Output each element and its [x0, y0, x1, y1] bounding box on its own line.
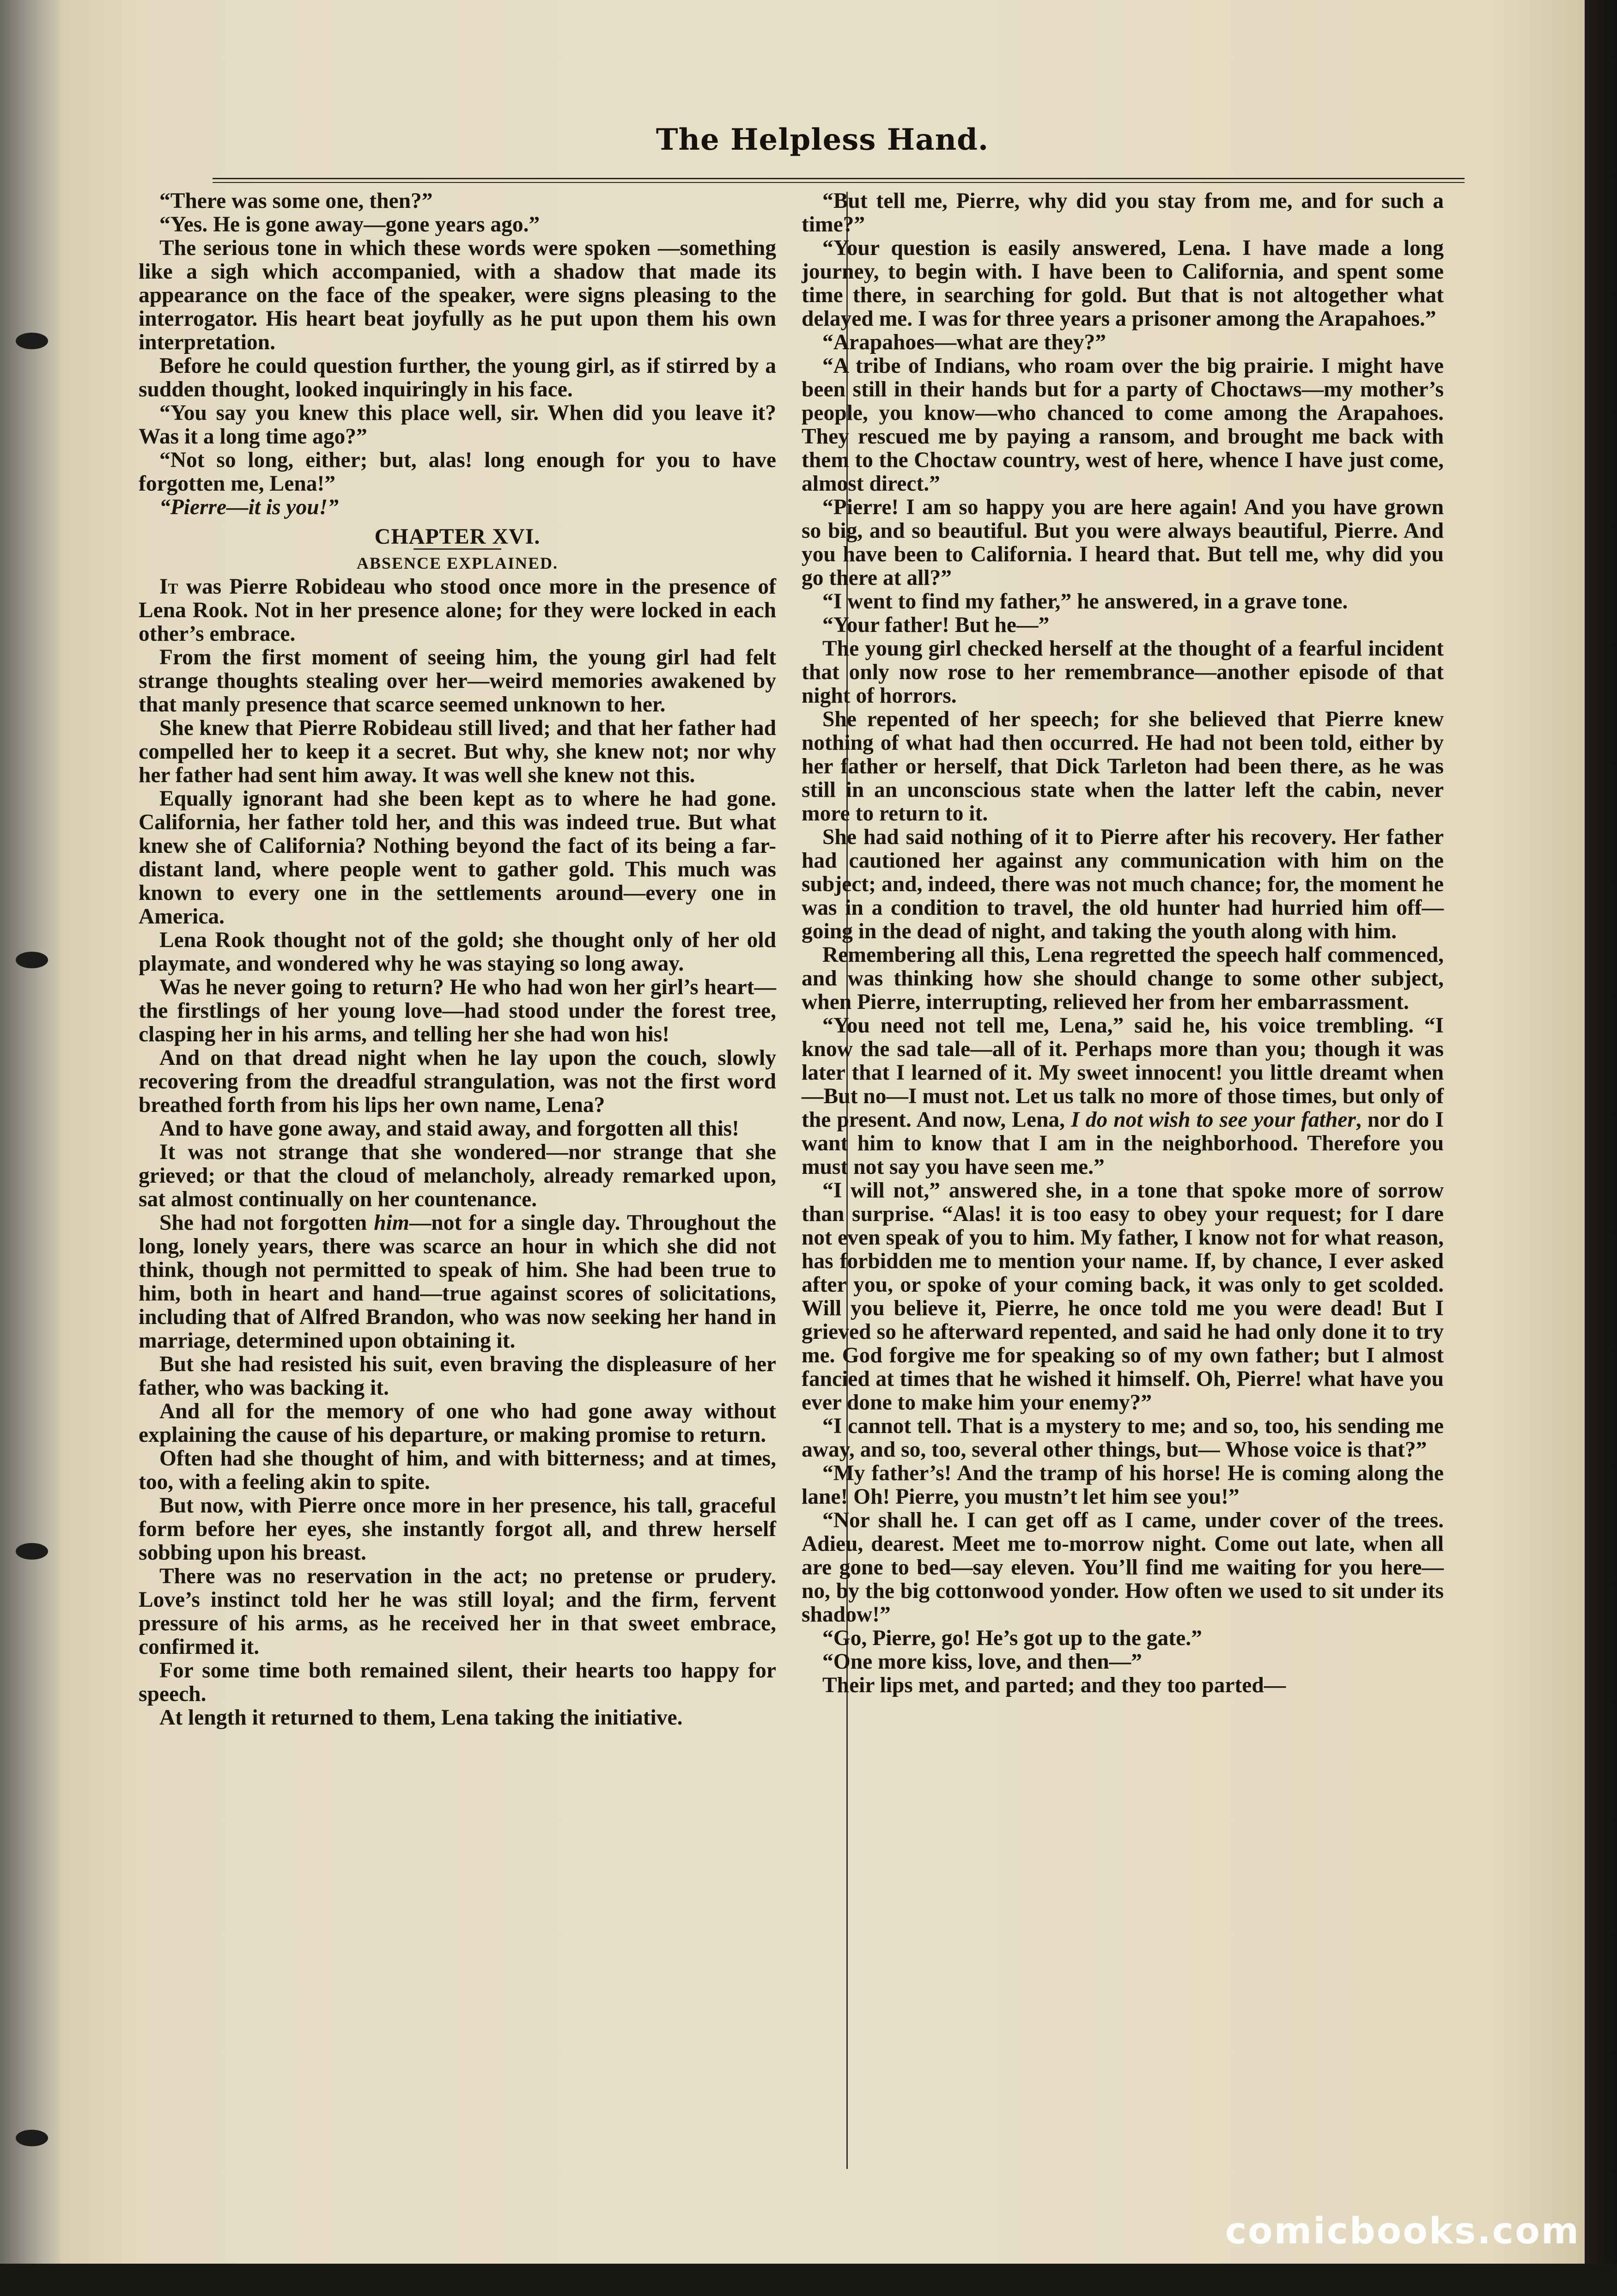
- page-header-title: The Helpless Hand.: [656, 122, 989, 157]
- paragraph: [139, 1211, 776, 1353]
- binding-strip: [0, 0, 60, 2296]
- paragraph: The young girl checked herself at the thought of a fearful incident that only now rose to her remembrance—another episode of that night of horrors.: [802, 637, 1444, 708]
- paragraph-text: was Pierre Robideau who stood once more in the presence of Lena Rook. Not in her presence alone; for they were locked in each other’s embrace.: [139, 575, 777, 646]
- paragraph: “Arapahoes—what are they?”: [822, 330, 1106, 354]
- paragraph: The serious tone in which these words were spoken —something like a sigh which accompanied, with a shadow that made its appearance on the face of the speaker, were signs pleasing to the interrogator. His heart beat joyfully as he put upon them his own interpretation.: [139, 236, 776, 354]
- paragraph-text: She had not forgotten: [159, 1211, 374, 1235]
- italic-text: “Pierre—it is you!”: [159, 495, 339, 519]
- paragraph: But she had resisted his suit, even braving the displeasure of her father, who was backing it.: [139, 1352, 776, 1400]
- paragraph: “A tribe of Indians, who roam over the big prairie. I might have been still in their hands but for a party of Choctaws—my mother’s people, you know—who chanced to come among the Arapahoes. They rescued me by paying a ransom, and brought me back with them to the Choctaw country, west of here, whence I have just come, almost direct.”: [802, 354, 1444, 496]
- bottom-edge-shadow: [0, 2264, 1617, 2296]
- chapter-title: CHAPTER XVI.: [374, 524, 541, 549]
- paragraph: For some time both remained silent, their hearts too happy for speech.: [139, 1658, 776, 1706]
- paragraph: Equally ignorant had she been kept as to where he had gone. California, her father told her, and this was indeed true. But what knew she of California? Nothing beyond the fact of its being a far-distant land, where people went to gather gold. This much was known to every one in the settlements around—every one in America.: [139, 787, 776, 929]
- watermark-text: comicbooks.com: [1225, 2211, 1580, 2252]
- paragraph: And all for the memory of one who had gone away without explaining the cause of his departure, or making promise to return.: [139, 1399, 776, 1447]
- paragraph: And to have gone away, and staid away, and forgotten all this!: [159, 1117, 739, 1141]
- paragraph: “My father’s! And the tramp of his horse! He is coming along the lane! Oh! Pierre, you mustn’t let him see you!”: [802, 1461, 1444, 1509]
- paragraph: It was not strange that she wondered—nor strange that she grieved; or that the cloud of melancholy, already remarked upon, sat almost continually on her countenance.: [139, 1140, 776, 1211]
- paragraph: She had said nothing of it to Pierre after his recovery. Her father had cautioned her against any communication with him on the subject; and, indeed, there was not much chance; for, the moment he was in a condition to travel, the old hunter had hurried him off—going in the dead of night, and taking the youth along with him.: [802, 825, 1444, 943]
- paragraph: Their lips met, and parted; and they too parted—: [822, 1673, 1286, 1697]
- binding-hole: [16, 952, 48, 968]
- paragraph: There was no reservation in the act; no pretense or prudery. Love’s instinct told her he was still loyal; and the firm, fervent pressure of his arms, as he received her in that sweet embrace, confirmed it.: [139, 1564, 776, 1659]
- paragraph: Was he never going to return? He who had won her girl’s heart—the firstlings of her young love—had stood under the forest tree, clasping her in his arms, and telling her she had won his!: [139, 975, 776, 1046]
- paragraph: “Not so long, either; but, alas! long enough for you to have forgotten me, Lena!”: [139, 448, 776, 496]
- binding-hole: [16, 1543, 48, 1560]
- paragraph: “There was some one, then?”: [159, 189, 433, 213]
- right-column: [802, 189, 1444, 1697]
- italic-text: him: [374, 1211, 409, 1235]
- paragraph: “You say you knew this place well, sir. When did you leave it? Was it a long time ago?”: [139, 401, 776, 449]
- paragraph: “Your father! But he—”: [822, 613, 1050, 637]
- paragraph: “Nor shall he. I can get off as I came, under cover of the trees. Adieu, dearest. Meet me to-morrow night. Come out late, when all are gone to bed—say eleven. You’ll find me waiting for you here—no, by the big cottonwood yonder. How often we used to sit under its shadow!”: [802, 1508, 1444, 1627]
- chapter-subtitle: ABSENCE EXPLAINED.: [356, 554, 559, 572]
- italic-text: I do not wish to see your father: [1071, 1108, 1356, 1132]
- paragraph: At length it returned to them, Lena taking the initiative.: [159, 1706, 683, 1730]
- paragraph: “I will not,” answered she, in a tone that spoke more of sorrow than surprise. “Alas! it is too easy to obey your request; for I dare not even speak of you to him. My father, I know not for what reason, has forbidden me to mention your name. If, by chance, I ever asked after you, or spoke of your coming back, it was only to get scolded. Will you believe it, Pierre, he once told me you were dead! But I grieved so he afterward repented, and said he had only done it to try me. God forgive me for speaking so of my own father; but I almost fancied at times that he wished it himself. Oh, Pierre! what have you ever done to make him your enemy?”: [802, 1178, 1444, 1415]
- binding-hole: [16, 333, 48, 349]
- paragraph: She repented of her speech; for she believed that Pierre knew nothing of what had then occurred. He had not been told, either by her father or herself, that Dick Tarleton had been there, as he was still in an unconscious state when the latter left the cabin, never more to return to it.: [802, 707, 1444, 826]
- paragraph: Lena Rook thought not of the gold; she thought only of her old playmate, and wondered why he was staying so long away.: [139, 928, 776, 976]
- paragraph-text: , nor do I want him to know that I am in the neighborhood. Therefore you must not say you have seen me.”: [802, 1108, 1444, 1179]
- header-rule: [213, 178, 1465, 183]
- paragraph: From the first moment of seeing him, the young girl had felt strange thoughts stealing over her—weird memories awakened by that manly presence that scarce seemed unknown to her.: [139, 645, 776, 717]
- paragraph: “Your question is easily answered, Lena. I have made a long journey, to begin with. I have been to California, and spent some time there, in searching for gold. But that is not altogether what delayed me. I was for three years a prisoner among the Arapahoes.”: [802, 236, 1444, 331]
- paragraph: “I went to find my father,” he answered, in a grave tone.: [822, 589, 1348, 613]
- paragraph: “Go, Pierre, go! He’s got up to the gate.”: [822, 1626, 1202, 1650]
- left-column: [139, 189, 776, 1730]
- paragraph: She knew that Pierre Robideau still lived; and that her father had compelled her to keep it a secret. But why, she knew not; nor why her father had sent him away. It was well she knew not this.: [139, 716, 776, 787]
- paragraph: “Yes. He is gone away—gone years ago.”: [159, 213, 540, 237]
- chapter-opening-paragraph: [139, 575, 776, 646]
- paragraph-italic: [139, 496, 776, 519]
- paragraph: Remembering all this, Lena regretted the speech half commenced, and was thinking how she should change to some other subject, when Pierre, interrupting, relieved her from her embarrassment.: [802, 943, 1444, 1014]
- paragraph-text: “You need not tell me, Lena,” said he, his voice trembling. “I know the sad tale—all of it. Perhaps more than you; though it was later that I learned of it. My sweet innocent! you little dreamt when—But no—I must not. Let us talk no more of those times, but only of the present. And now, Lena,: [802, 1014, 1444, 1132]
- paragraph: “One more kiss, love, and then—”: [822, 1650, 1142, 1674]
- paragraph: Before he could question further, the young girl, as if stirred by a sudden thought, looked inquiringly in his face.: [139, 354, 776, 401]
- paragraph: Often had she thought of him, and with bitterness; and at times, too, with a feeling akin to spite.: [139, 1446, 776, 1494]
- paragraph-text: —not for a single day. Throughout the long, lonely years, there was scarce an hour in which she did not think, though not permitted to speak of him. She had been true to him, both in heart and hand—true against scores of solicitations, including that of Alfred Brandon, who was now seeking her hand in marriage, determined upon obtaining it.: [139, 1211, 776, 1353]
- lead-word: It: [159, 575, 178, 599]
- paragraph: “But tell me, Pierre, why did you stay from me, and for such a time?”: [802, 189, 1444, 237]
- paragraph: “Pierre! I am so happy you are here again! And you have grown so big, and so beautiful. But you were always beautiful, Pierre. And you have been to California. I heard that. But tell me, why did you go there at all?”: [802, 495, 1444, 590]
- paragraph: [802, 1014, 1444, 1179]
- binding-hole: [16, 2130, 48, 2146]
- right-edge-shadow: [1585, 0, 1617, 2296]
- paragraph: And on that dread night when he lay upon the couch, slowly recovering from the dreadful strangulation, was not the first word breathed forth from his lips her own name, Lena?: [139, 1046, 776, 1117]
- paragraph: But now, with Pierre once more in her presence, his tall, graceful form before her eyes, she instantly forgot all, and threw herself sobbing upon his breast.: [139, 1494, 776, 1565]
- paragraph: “I cannot tell. That is a mystery to me; and so, too, his sending me away, and so, too, several other things, but— Whose voice is that?”: [802, 1414, 1444, 1462]
- chapter-rule: [413, 548, 501, 552]
